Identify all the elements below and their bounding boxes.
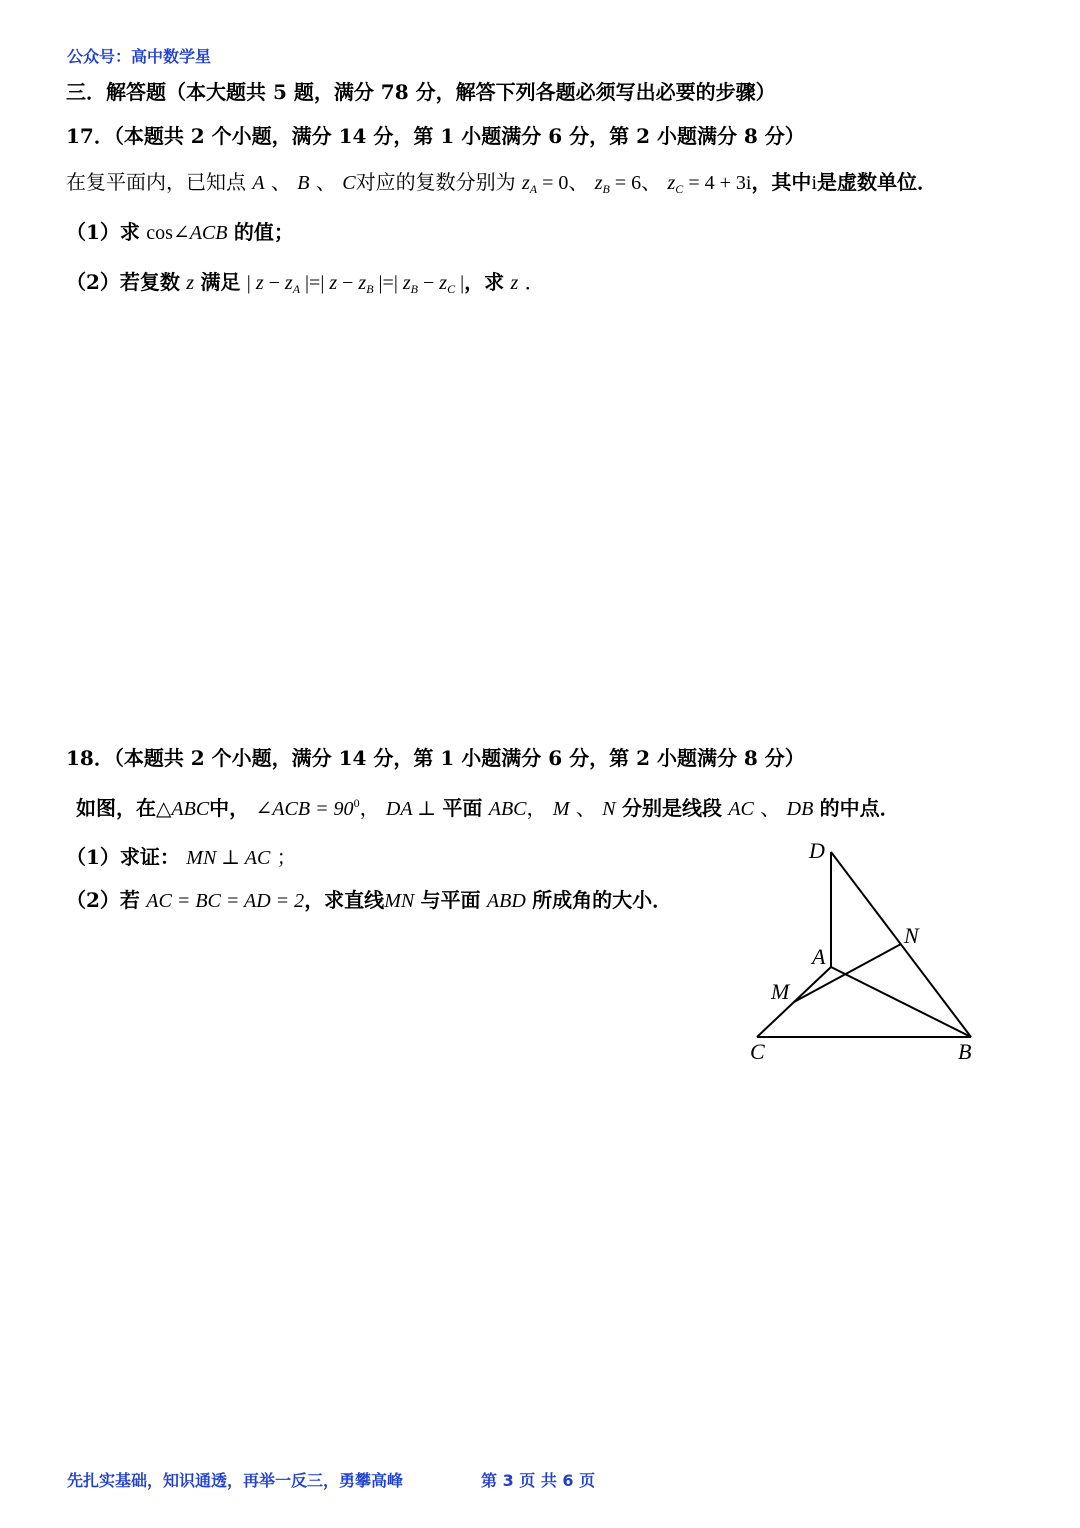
q17-part1-expr: cos∠ACB [146, 222, 228, 244]
q18-heading: 18．（本题共 2 个小题，满分 14 分，第 1 小题满分 6 分，第 2 小题满分 8 分） [66, 746, 805, 770]
za-expr: $z_A = 0$ [521, 172, 569, 196]
q18-part2-mid2: 与平面 [420, 888, 481, 912]
q18-stem [76, 792, 900, 821]
q18-part2-label: （2）若 [66, 888, 140, 912]
q17-part2-suffix: ，求 [464, 270, 505, 294]
q17-heading: 17．（本题共 2 个小题，满分 14 分，第 1 小题满分 6 分，第 2 小题满分 8 分） [66, 124, 805, 148]
plane-word: 平面 [442, 796, 483, 820]
q17-part2-label: （2）若复数 [66, 270, 180, 294]
q17-part1 [66, 216, 294, 245]
q18-part1 [66, 841, 297, 870]
separator: 、 [760, 796, 781, 820]
angle-acb-expr: ∠ACB = $90^0$ [255, 796, 360, 820]
q17-var-z-2: z [510, 272, 519, 294]
q17-stem-suffix-1: ，其中 [751, 170, 812, 194]
q18-part1-expr: MN ⊥ AC [186, 847, 271, 869]
point-c: C [342, 172, 356, 194]
label-n: N [904, 923, 919, 948]
zb-value: = 6 [614, 172, 642, 194]
q17-stem [66, 166, 937, 197]
separator: 、 [575, 796, 596, 820]
geometry-figure [740, 835, 1000, 1070]
point-b: B [297, 172, 310, 194]
q18-part2 [66, 884, 672, 913]
q18-part1-label: （1）求证： [66, 845, 180, 869]
q17-part2-end: ． [524, 270, 545, 294]
edge-ab [831, 967, 971, 1037]
za-value: = 0 [542, 172, 569, 194]
q17-stem-prefix: 在复平面内，已知点 [66, 170, 246, 194]
q17-stem-mid: 对应的复数分别为 [355, 170, 516, 194]
brand-header: 公众号：高中数学星 [67, 47, 212, 66]
label-b: B [958, 1039, 972, 1064]
plane-abc: ABC [488, 798, 527, 820]
q17-var-z: z [186, 272, 195, 294]
q18-stem-end: 的中点． [819, 796, 900, 820]
q18-part2-mid: ，求直线 [304, 888, 385, 912]
separator: 、 [270, 170, 291, 194]
q17-part1-label: （1）求 [66, 220, 140, 244]
zc-expr: $z_C = 4 + 3i$ [667, 172, 752, 196]
q17-modulus-equation: | $z - z_A$ |=| $z - z_B$ |=| $z_B - z_C$ | [246, 272, 465, 296]
comma: ， [359, 796, 380, 820]
q17-part2-mid: 满足 [200, 270, 241, 294]
segment-db: DB [786, 798, 814, 820]
point-a: A [252, 172, 265, 194]
zc-value: = 4 + 3i [688, 172, 752, 194]
section-title: 三．解答题（本大题共 5 题，满分 78 分，解答下列各题必须写出必要的步骤） [66, 80, 776, 104]
q18-part2-expr: AC = BC = AD = 2 [146, 890, 305, 912]
plane-abd: ABD [486, 890, 526, 912]
separator: 、 [315, 170, 336, 194]
point-n: N [602, 798, 616, 820]
label-c: C [750, 1039, 765, 1064]
footer-motto: 先扎实基础，知识通透，再举一反三，勇攀高峰 [67, 1471, 404, 1490]
q18-part2-end: 所成角的大小． [532, 888, 673, 912]
label-a: A [812, 944, 826, 969]
comma: ， [526, 796, 547, 820]
q17-part2 [66, 266, 545, 297]
q18-stem-in: 中， [209, 796, 250, 820]
q18-part1-end: ； [276, 845, 297, 869]
q17-part1-suffix: 的值； [233, 220, 294, 244]
da-perp-expr: DA ⊥ [385, 798, 437, 820]
label-d: D [809, 838, 825, 863]
q18-stem-prefix: 如图，在△ [76, 796, 172, 820]
triangle-abc: ABC [171, 798, 210, 820]
q18-stem-mid: 分别是线段 [621, 796, 722, 820]
label-m: M [771, 979, 790, 1004]
imaginary-unit: i [811, 172, 817, 194]
page-number: 第 3 页 共 6 页 [481, 1471, 596, 1490]
zb-expr: $z_B = 6$ [594, 172, 642, 196]
separator: 、 [641, 170, 662, 194]
point-m: M [552, 798, 570, 820]
line-mn: MN [384, 890, 415, 912]
q17-stem-suffix-2: 是虚数单位． [817, 170, 937, 194]
segment-ac: AC [728, 798, 754, 820]
separator: 、 [568, 170, 589, 194]
